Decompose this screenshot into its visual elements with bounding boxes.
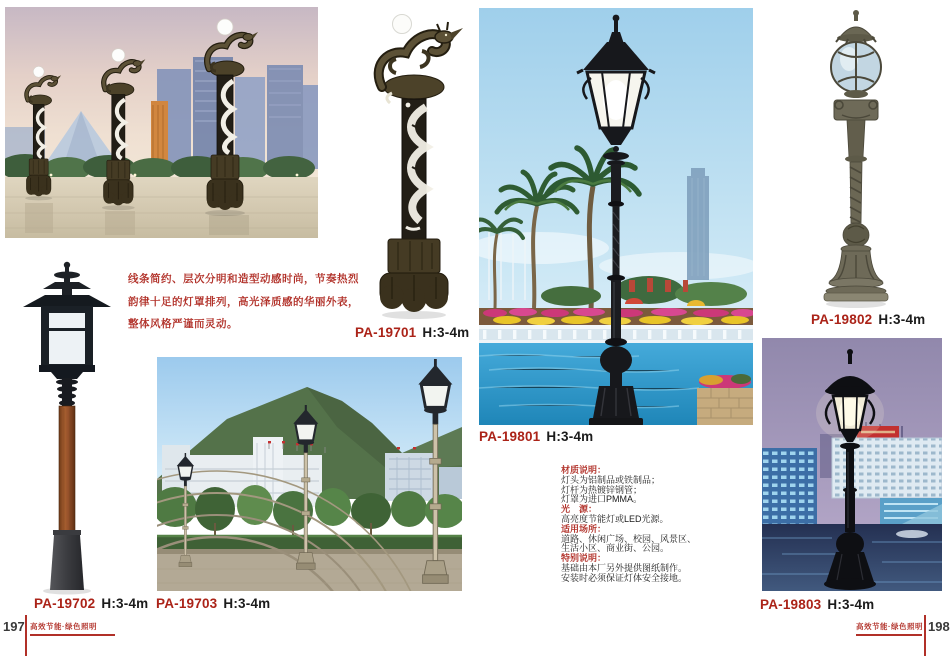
specs-title: 适用场所： <box>561 523 607 534</box>
pa19702-wood-pole <box>59 406 75 532</box>
lakeside-scene <box>479 8 753 425</box>
specs-line: 灯杆为热镀锌钢管； <box>561 484 643 495</box>
park-plaza-scene <box>157 357 462 591</box>
pa19701-dragon-top <box>379 22 463 103</box>
product-spec: H:3-4m <box>546 429 594 444</box>
pa19702-neck <box>56 378 78 406</box>
pa19802-capital <box>834 100 878 120</box>
lake-stone-wall <box>697 374 753 425</box>
product-spec: H:3-4m <box>422 325 470 340</box>
pa19701-column <box>362 7 467 322</box>
dragon-plaza-scene <box>5 7 318 238</box>
page-number-left: 197 <box>3 619 25 634</box>
product-code: PA-19702 <box>34 596 96 611</box>
pa19802-shaft <box>843 120 869 247</box>
specs-line: 道路、休闲广场、校园、风景区、 <box>561 533 697 544</box>
product-code: PA-19802 <box>811 312 873 327</box>
product-code: PA-19703 <box>156 596 218 611</box>
product-code: PA-19801 <box>479 429 541 444</box>
product-spec: H:3-4m <box>878 312 926 327</box>
pa19802-head <box>831 10 881 98</box>
photo-park-plaza <box>157 357 462 591</box>
product-image-pa19702 <box>15 258 120 596</box>
specs-line: 高亮度节能灯或LED光源。 <box>561 513 669 524</box>
pa19702-base <box>50 530 84 590</box>
specs-line: 灯罩为进口PMMA。 <box>561 494 643 505</box>
photo-dragon-columns-plaza <box>5 7 318 238</box>
product-image-pa19802 <box>820 7 892 309</box>
product-label-pa19701 <box>355 325 469 340</box>
pa19802-lamp <box>820 7 892 309</box>
pa19702-lamp <box>15 258 120 596</box>
product-spec: H:3-4m <box>101 596 149 611</box>
specs-line: 基础由本厂另外提供图纸制作。 <box>561 562 688 573</box>
product-code: PA-19803 <box>760 597 822 612</box>
page-number-right: 198 <box>928 619 950 634</box>
footer-divider-left <box>25 615 27 656</box>
specs-line: 灯头为铝制品或铁制品； <box>561 474 661 485</box>
product-label-pa19802 <box>811 312 925 327</box>
product-label-pa19803 <box>760 597 874 612</box>
lake-skyscraper <box>687 168 709 280</box>
product-spec: H:3-4m <box>827 597 875 612</box>
footer-divider-right <box>924 615 926 656</box>
product-image-pa19701 <box>362 7 467 322</box>
product-label-pa19801 <box>479 429 593 444</box>
product-label-pa19702 <box>34 596 148 611</box>
photo-lakeside-lamp <box>479 8 753 425</box>
description-text <box>128 268 376 336</box>
pa19702-lantern <box>23 262 111 379</box>
specs-title: 特别说明： <box>561 553 607 564</box>
description-line: 整体风格严谨而灵动。 <box>128 318 238 330</box>
specs-line: 安装时必须保证灯体安全接地。 <box>561 572 688 583</box>
pa19701-shaft <box>402 99 426 239</box>
pa19802-base <box>824 245 888 301</box>
specs-title: 光 源： <box>561 504 598 515</box>
specs-line: 生活小区、商业街、公园。 <box>561 543 670 554</box>
product-code: PA-19701 <box>355 325 417 340</box>
product-spec: H:3-4m <box>223 596 271 611</box>
product-label-pa19703 <box>156 596 270 611</box>
pa19701-base <box>380 239 448 312</box>
footer-slogan-left: 高效节能·绿色照明 <box>30 621 115 636</box>
specs-title: 材质说明： <box>561 465 607 475</box>
description-line: 线条简约、层次分明和造型动感时尚，节奏热烈 <box>128 273 359 285</box>
photo-night-city-lamp <box>762 338 942 591</box>
night-city-scene <box>762 338 942 591</box>
footer-slogan-right: 高效节能·绿色照明 <box>856 621 922 636</box>
description-line: 韵律十足的灯罩排列，高光泽质感的华丽外表， <box>128 295 359 308</box>
pa19701-globe <box>393 15 412 34</box>
specs-text <box>561 466 736 584</box>
